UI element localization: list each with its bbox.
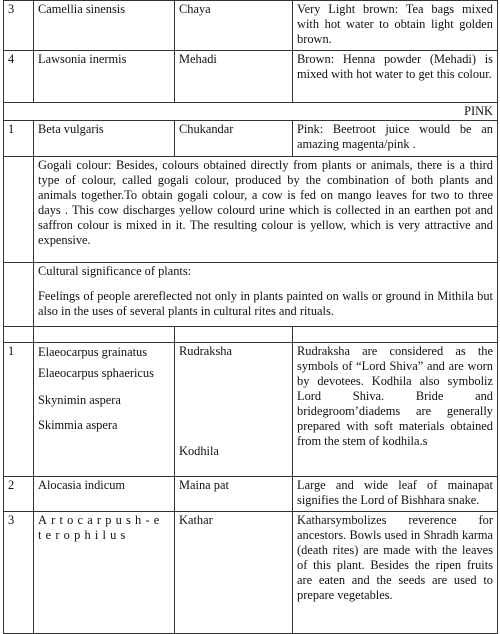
row-number: 4 — [4, 51, 34, 103]
empty-cell — [4, 263, 34, 327]
scientific-name-line: Skynimin aspera — [38, 393, 121, 407]
spacer-row — [4, 327, 498, 343]
colour-use: Very Light brown: Tea bags mixed with hot water to obtain light golden brown. — [293, 1, 498, 51]
scientific-name-line: Elaeocarpus grainatus — [38, 345, 148, 359]
section-header-row — [4, 103, 498, 121]
row-number: 3 — [4, 512, 34, 634]
row-number: 3 — [4, 1, 34, 51]
plants-table — [3, 0, 498, 634]
row-number: 1 — [4, 343, 34, 477]
table-row — [4, 51, 498, 103]
scientific-name — [34, 343, 175, 477]
row-number: 2 — [4, 477, 34, 512]
scientific-name-line: Artocarpush-eterophilus — [38, 513, 164, 542]
scientific-name-line: Skimmia aspera — [38, 418, 118, 432]
local-name: Kathar — [175, 512, 293, 634]
scientific-name: Camellia sinensis — [34, 1, 175, 51]
row-number: 1 — [4, 121, 34, 157]
cultural-heading: Cultural significance of plants: — [38, 264, 192, 278]
local-name — [175, 343, 293, 477]
table-row — [4, 121, 498, 157]
cultural-row — [4, 263, 498, 327]
local-name-line: Kodhila — [179, 444, 219, 458]
scientific-name: Beta vulgaris — [34, 121, 175, 157]
table-row — [4, 512, 498, 634]
cultural-use: Katharsymbolizes reverence for ancestors. Bowls used in Shradh karma (death rites) are made with the leaves of this plant. Besides the ripen fruits are eaten and the seeds are used to prepare vegetables. — [293, 512, 498, 634]
table-row — [4, 477, 498, 512]
local-name: Maina pat — [175, 477, 293, 512]
local-name: Chaya — [175, 1, 293, 51]
local-name: Mehadi — [175, 51, 293, 103]
table-row — [4, 1, 498, 51]
local-name: Chukandar — [175, 121, 293, 157]
cultural-use: Rudraksha are considered as the symbols of “Lord Shiva” and are worn by devotees. Kodhila also symboliz Lord Shiva. Bride and bridegroom’diadems are generally prepared with soft materials obtained from the stem of kodhila.s — [293, 343, 498, 477]
local-name-line: Rudraksha — [179, 344, 232, 358]
scientific-name: Lawsonia inermis — [34, 51, 175, 103]
cultural-use: Large and wide leaf of mainapat signifies the Lord of Bishhara snake. — [293, 477, 498, 512]
gogali-row — [4, 157, 498, 263]
gogali-paragraph: Gogali colour: Besides, colours obtained directly from plants or animals, there is a third type of colour, called gogali colour, produced by the combination of both plants and animals together.To obtain gogali colour, a cow is fed on mango leaves for two to three days . This cow discharges yellow colourd urine which is collected in an earthen pot and saffron colour is mixed in it. The resulting colour is yellow, which is very attractive and expensive. — [34, 157, 498, 263]
cultural-text: Feelings of people arereflected not only in plants painted on walls or ground in Mithila but also in the uses of several plants in cultural rites and rituals. — [38, 289, 493, 318]
colour-use: Brown: Henna powder (Mehadi) is mixed with hot water to get this colour. — [293, 51, 498, 103]
pink-header: PINK — [4, 103, 498, 121]
scientific-name — [34, 512, 175, 634]
cultural-section — [34, 263, 498, 327]
empty-cell — [4, 157, 34, 263]
scientific-name-line: Elaeocarpus sphaericus — [38, 366, 154, 380]
scientific-name: Alocasia indicum — [34, 477, 175, 512]
table-row — [4, 343, 498, 477]
colour-use: Pink: Beetroot juice would be an amazing magenta/pink . — [293, 121, 498, 157]
